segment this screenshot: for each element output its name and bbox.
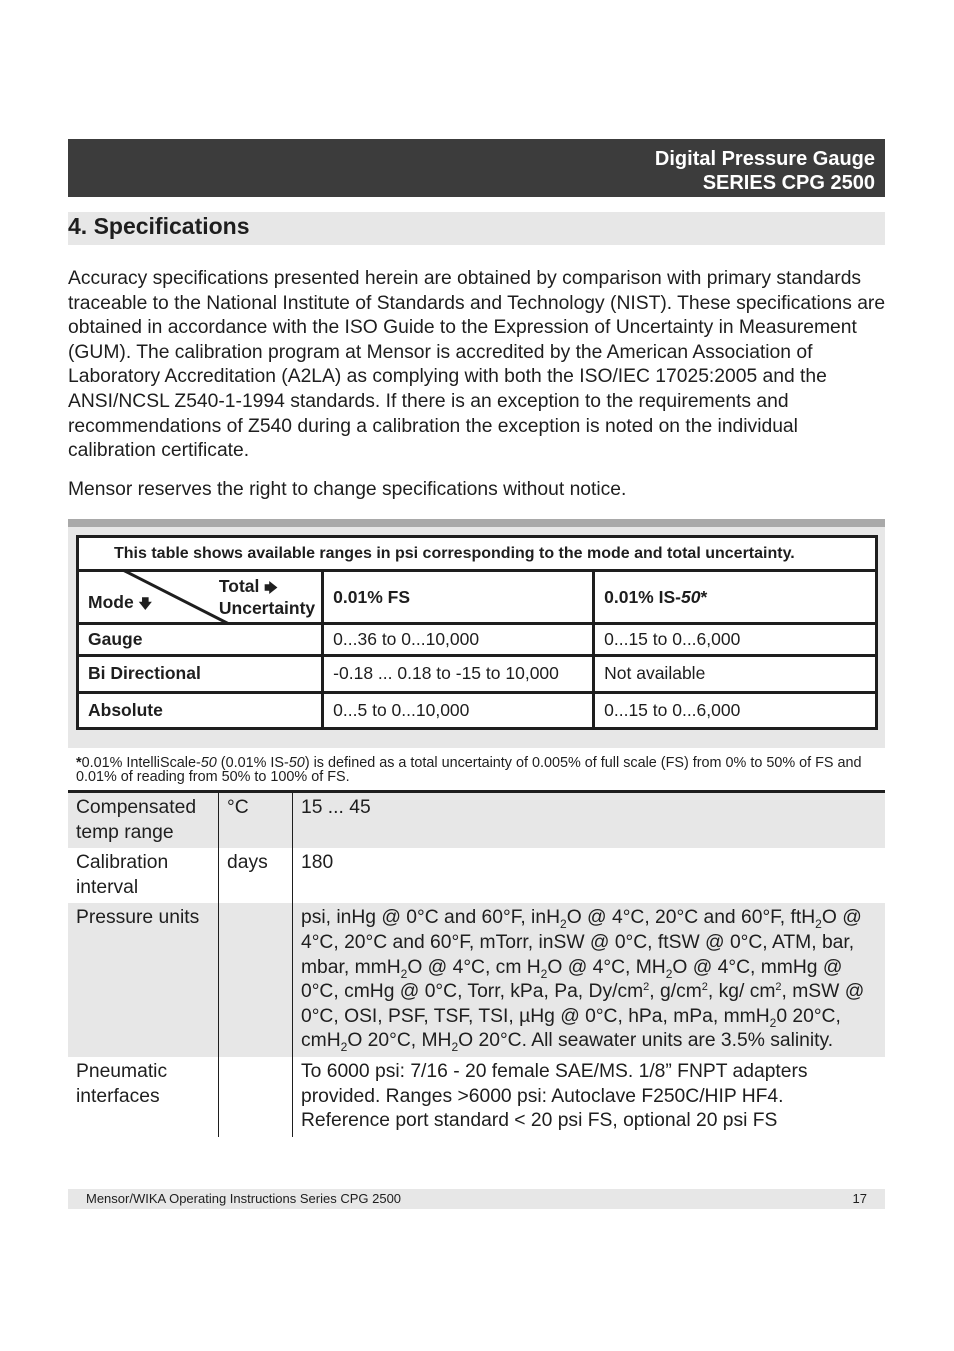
is-cell: 0...15 to 0...6,000 [594,692,877,728]
notice-paragraph: Mensor reserves the right to change specifications without notice. [68,479,627,500]
fs-cell: 0...5 to 0...10,000 [323,692,594,728]
uncertainty-header [219,576,315,619]
mode-header: Mode 🡇 [88,591,152,612]
table-row [78,656,877,692]
intro-paragraph: Accuracy specifications presented herein are obtained by comparison with primary standards traceable to the National Institute of Standards and Technology (NIST). These specifications are obtained in accordance with the ISO Guide to the Expression of Uncertainty in Measurement (GUM). The calibration program at Mensor is accredited by the American Association of Laboratory Accreditation (A2LA) as complying with both the ISO/IEC 17025:2005 and the ANSI/NCSL Z540-1-1994 standards. If there is an exception to the requirements and recommendations of Z540 during a calibration the exception is noted on the individual calibration certificate. [68,268,886,462]
spec-label: Pneumatic interfaces [68,1057,219,1137]
table-footnote: *0.01% IntelliScale-50 (0.01% IS-50) is defined as a total uncertainty of 0.005% of full scale (FS) from 0% to 50% of FS and 0.01% of reading from 50% to 100% of FS. [76,755,862,785]
spec-value: 15 ... 45 [293,793,886,848]
spec-value: 180 [301,852,334,874]
spec-value: psi, inHg @ 0°C and 60°F, inH$_2$O @ 4°C, 20°C and 60°F, ftH$_2$O @ 4°C, 20°C and 60°F, mTorr, inSW @ 0°C, ftSW @ 0°C, ATM, bar, mbar, mmH$_2$O @ 4°C, cm $H_2O$ @ 4°C, $MH_2O$ @ 4°C, mmHg @ 0°C, cmHg @ 0°C, Torr, kPa, Pa, $Dy/cm^2$, $g/cm^2$, kg/ $cm^2$, mSW @ 0°C, OSI, PSF, TSF, TSI, µHg @ 0°C, hPa, mPa, mmH$_2$0 20°C, cmH$_2$O 20°C, $MH_2O$ 20°C. All seawater units are 3.5% salinity. [293,903,886,1057]
spec-table [68,793,885,1137]
spec-label: Pressure units [68,903,219,1057]
total-label: Total [218,576,260,597]
header-title-line1: Digital Pressure Gauge [654,148,875,170]
spec-row-compensated [68,793,885,848]
table-top-rule [68,519,885,527]
col-header-is: 0.01% IS-50* [594,571,877,624]
spec-row-calibration [68,848,885,903]
arrow-right-icon: 🡆 [264,580,278,596]
spec-unit [219,903,293,1057]
spec-row-pneumatic [68,1057,885,1137]
arrow-down-icon: 🡇 [138,595,152,611]
spec-value: To 6000 psi: 7/16 - 20 female SAE/MS. 1/8” FNPT adapters provided. Ranges >6000 psi: Autoclave F250C/HIP HF4. Reference port standard < 20 psi FS, optional 20 psi FS [301,1060,808,1132]
mode-uncertainty-header [78,571,323,624]
is-cell: 0...15 to 0...6,000 [594,623,877,655]
uncertainty-label: Uncertainty [218,598,316,619]
table-row [78,692,877,728]
mode-cell: Gauge [78,623,323,655]
fs-cell: 0...36 to 0...10,000 [323,623,594,655]
is-cell: Not available [594,656,877,692]
range-table-caption: This table shows available ranges in psi corresponding to the mode and total uncertainty. [78,537,877,571]
spec-row-pressure-units [68,903,885,1057]
range-table [76,535,878,730]
spec-unit: days [219,848,293,903]
page-number: 17 [852,1191,867,1206]
spec-unit [219,1057,293,1137]
col-header-fs: 0.01% FS [323,571,594,624]
spec-label: Calibration interval [68,848,219,903]
mode-cell: Absolute [78,692,323,728]
fs-cell: -0.18 ... 0.18 to -15 to 10,000 [323,656,594,692]
footer-text: Mensor/WIKA Operating Instructions Series CPG 2500 [86,1191,402,1206]
mode-cell: Bi Directional [78,656,323,692]
document-header [68,139,885,197]
page-footer [68,1189,885,1209]
section-title: 4. Specifications [68,213,250,239]
spec-unit: °C [219,793,293,848]
spec-label: Compensated temp range [68,793,219,848]
section-heading-bar [68,212,885,245]
header-title-line2: SERIES CPG 2500 [702,172,875,194]
table-row [78,623,877,655]
